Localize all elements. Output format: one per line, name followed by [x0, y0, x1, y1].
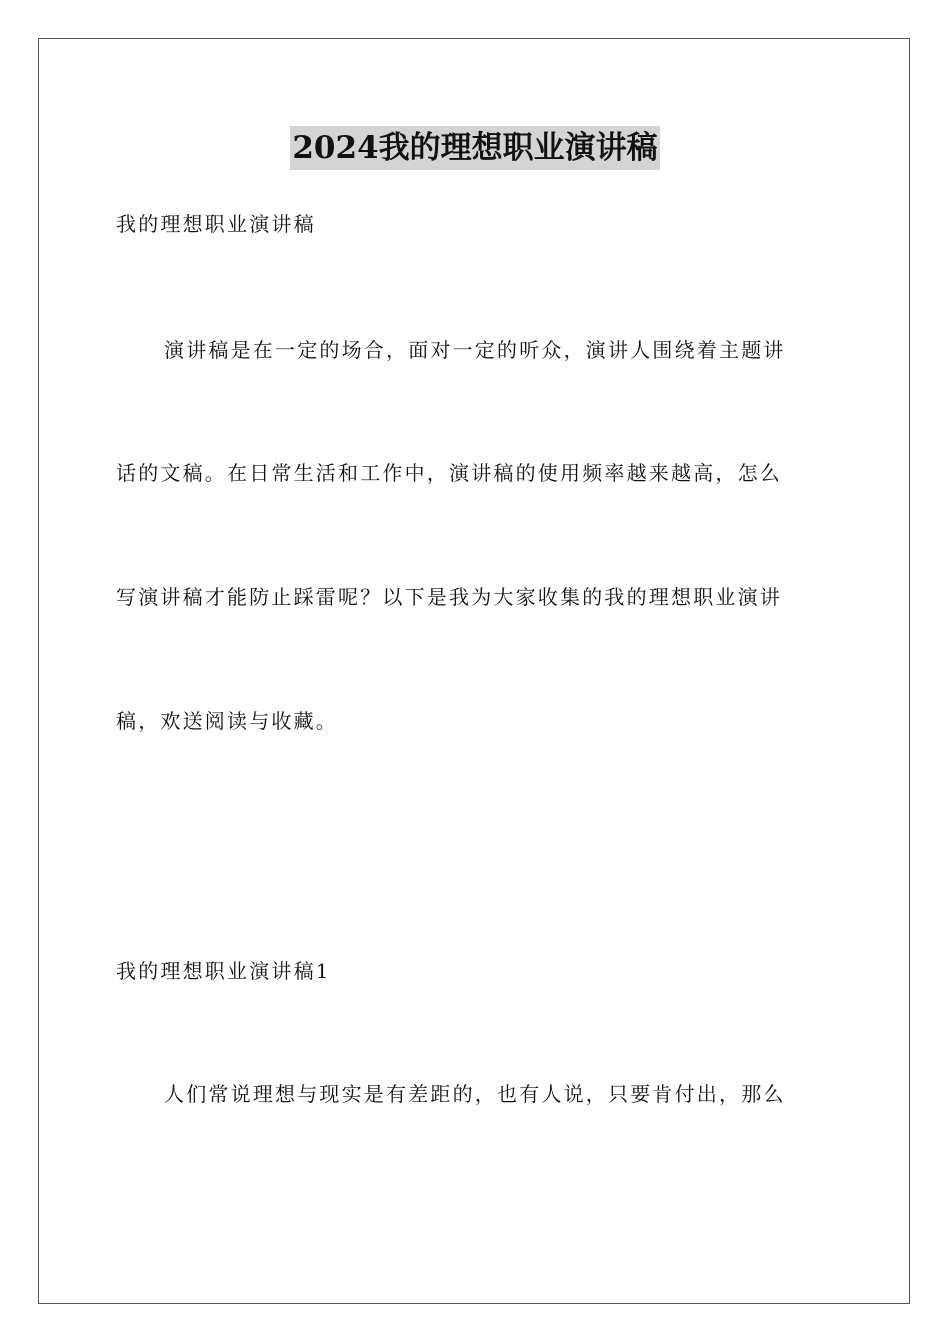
intro-line-2: 话的文稿。在日常生活和工作中，演讲稿的使用频率越来越高，怎么 — [116, 461, 782, 485]
document-subtitle: 我的理想职业演讲稿 — [116, 212, 316, 236]
section-1-heading: 我的理想职业演讲稿1 — [116, 959, 331, 983]
title-container — [0, 126, 950, 170]
section-1-line-1: 人们常说理想与现实是有差距的，也有人说，只要肯付出，那么 — [164, 1082, 786, 1106]
intro-line-1: 演讲稿是在一定的场合，面对一定的听众，演讲人围绕着主题讲 — [164, 338, 786, 362]
document-title: 2024我的理想职业演讲稿 — [290, 126, 659, 170]
intro-line-3: 写演讲稿才能防止踩雷呢？以下是我为大家收集的我的理想职业演讲 — [116, 585, 782, 609]
intro-line-4: 稿，欢送阅读与收藏。 — [116, 709, 338, 733]
